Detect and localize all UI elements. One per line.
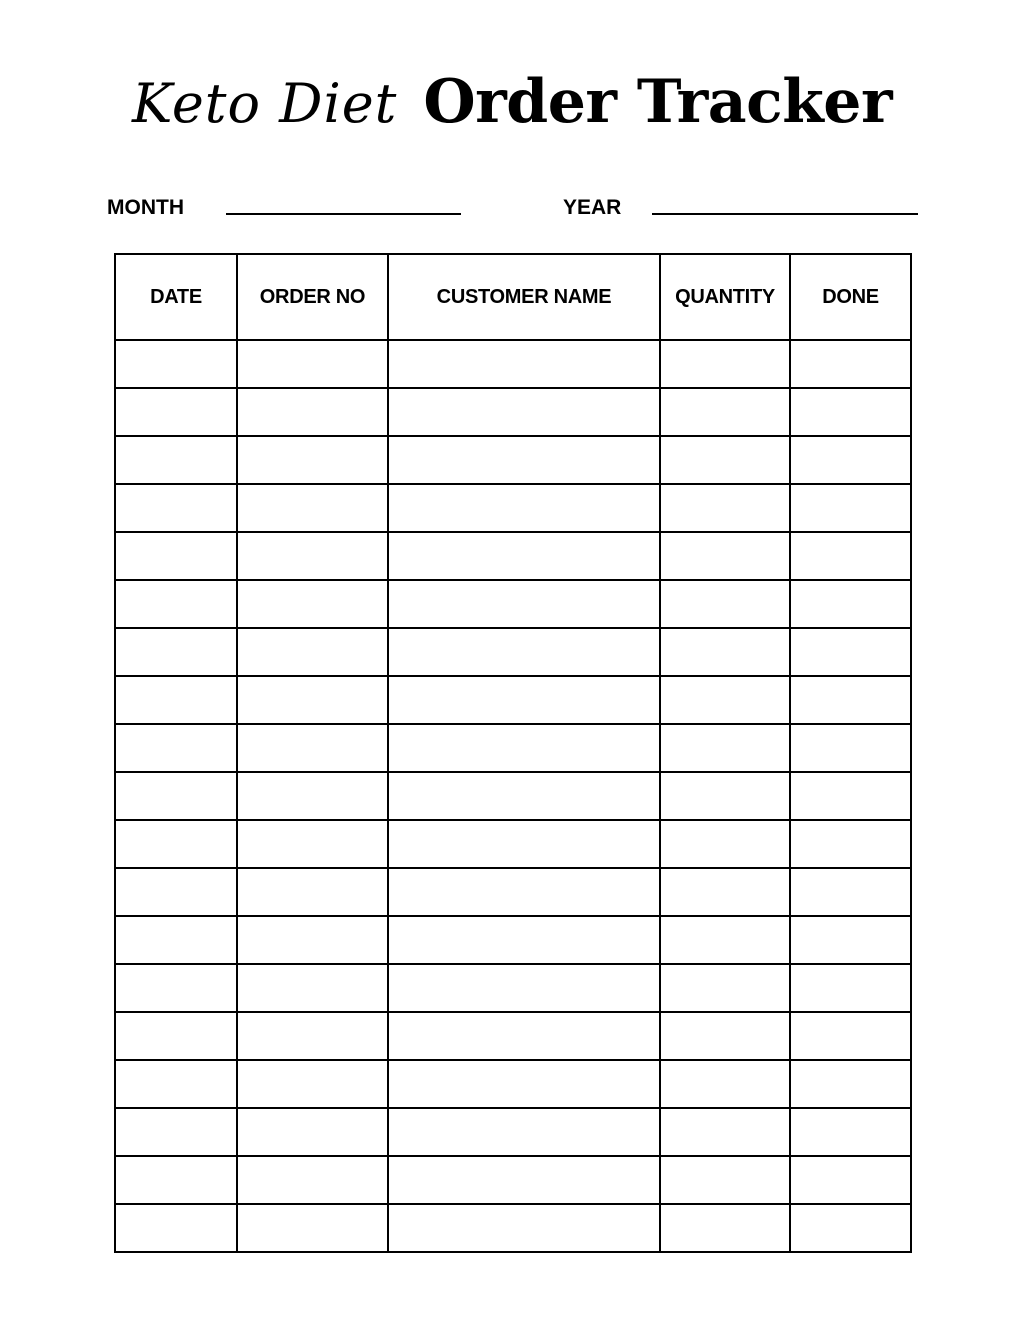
month-label: MONTH [107, 196, 184, 219]
table-row [115, 340, 911, 388]
cell-quantity[interactable] [660, 388, 790, 436]
cell-quantity[interactable] [660, 1108, 790, 1156]
cell-date[interactable] [115, 340, 237, 388]
cell-done[interactable] [790, 532, 911, 580]
cell-date[interactable] [115, 532, 237, 580]
cell-date[interactable] [115, 388, 237, 436]
cell-order-no[interactable] [237, 1108, 388, 1156]
cell-order-no[interactable] [237, 1012, 388, 1060]
cell-order-no[interactable] [237, 1204, 388, 1252]
cell-customer-name[interactable] [388, 676, 660, 724]
cell-customer-name[interactable] [388, 340, 660, 388]
cell-date[interactable] [115, 868, 237, 916]
column-header-order-no: ORDER NO [237, 254, 388, 340]
cell-quantity[interactable] [660, 916, 790, 964]
cell-order-no[interactable] [237, 820, 388, 868]
cell-customer-name[interactable] [388, 1012, 660, 1060]
cell-date[interactable] [115, 1108, 237, 1156]
cell-customer-name[interactable] [388, 580, 660, 628]
cell-quantity[interactable] [660, 772, 790, 820]
cell-order-no[interactable] [237, 1060, 388, 1108]
cell-date[interactable] [115, 628, 237, 676]
table-row [115, 820, 911, 868]
cell-quantity[interactable] [660, 532, 790, 580]
cell-date[interactable] [115, 484, 237, 532]
cell-date[interactable] [115, 772, 237, 820]
cell-customer-name[interactable] [388, 1060, 660, 1108]
cell-order-no[interactable] [237, 340, 388, 388]
cell-quantity[interactable] [660, 484, 790, 532]
cell-done[interactable] [790, 964, 911, 1012]
cell-quantity[interactable] [660, 820, 790, 868]
cell-date[interactable] [115, 436, 237, 484]
table-row [115, 676, 911, 724]
table-row [115, 964, 911, 1012]
year-label: YEAR [563, 196, 622, 219]
cell-order-no[interactable] [237, 580, 388, 628]
cell-quantity[interactable] [660, 724, 790, 772]
cell-order-no[interactable] [237, 868, 388, 916]
cell-quantity[interactable] [660, 1012, 790, 1060]
cell-date[interactable] [115, 820, 237, 868]
cell-customer-name[interactable] [388, 388, 660, 436]
cell-done[interactable] [790, 484, 911, 532]
cell-customer-name[interactable] [388, 820, 660, 868]
table-row [115, 1060, 911, 1108]
cell-done[interactable] [790, 1060, 911, 1108]
cell-order-no[interactable] [237, 1156, 388, 1204]
cell-done[interactable] [790, 916, 911, 964]
table-row [115, 436, 911, 484]
table-row [115, 916, 911, 964]
cell-quantity[interactable] [660, 340, 790, 388]
table-row [115, 1108, 911, 1156]
cell-date[interactable] [115, 676, 237, 724]
cell-done[interactable] [790, 772, 911, 820]
cell-done[interactable] [790, 388, 911, 436]
title-script: Keto Diet [131, 72, 398, 135]
cell-done[interactable] [790, 580, 911, 628]
cell-quantity[interactable] [660, 580, 790, 628]
cell-customer-name[interactable] [388, 532, 660, 580]
cell-customer-name[interactable] [388, 964, 660, 1012]
cell-order-no[interactable] [237, 676, 388, 724]
cell-date[interactable] [115, 1204, 237, 1252]
cell-order-no[interactable] [237, 628, 388, 676]
table-row [115, 1012, 911, 1060]
table-row [115, 388, 911, 436]
cell-quantity[interactable] [660, 1156, 790, 1204]
table-row [115, 580, 911, 628]
cell-date[interactable] [115, 964, 237, 1012]
cell-done[interactable] [790, 1204, 911, 1252]
column-header-done: DONE [790, 254, 911, 340]
cell-done[interactable] [790, 628, 911, 676]
cell-quantity[interactable] [660, 676, 790, 724]
cell-order-no[interactable] [237, 532, 388, 580]
cell-done[interactable] [790, 1156, 911, 1204]
cell-done[interactable] [790, 724, 911, 772]
cell-quantity[interactable] [660, 1204, 790, 1252]
cell-done[interactable] [790, 436, 911, 484]
cell-quantity[interactable] [660, 1060, 790, 1108]
cell-quantity[interactable] [660, 964, 790, 1012]
cell-quantity[interactable] [660, 436, 790, 484]
cell-date[interactable] [115, 1156, 237, 1204]
cell-date[interactable] [115, 916, 237, 964]
table-row [115, 484, 911, 532]
table-body [115, 340, 911, 1252]
cell-customer-name[interactable] [388, 1108, 660, 1156]
cell-order-no[interactable] [237, 484, 388, 532]
cell-customer-name[interactable] [388, 868, 660, 916]
table-header-row [115, 254, 911, 340]
cell-order-no[interactable] [237, 964, 388, 1012]
cell-done[interactable] [790, 676, 911, 724]
month-field[interactable] [226, 213, 461, 215]
cell-date[interactable] [115, 580, 237, 628]
cell-customer-name[interactable] [388, 1204, 660, 1252]
cell-customer-name[interactable] [388, 772, 660, 820]
cell-done[interactable] [790, 1108, 911, 1156]
cell-customer-name[interactable] [388, 436, 660, 484]
title-main: Order Tracker [423, 67, 893, 137]
cell-date[interactable] [115, 1060, 237, 1108]
cell-customer-name[interactable] [388, 1156, 660, 1204]
page-title [0, 67, 1024, 137]
table-row [115, 1156, 911, 1204]
order-table [114, 253, 912, 1253]
table-row [115, 1204, 911, 1252]
table-row [115, 532, 911, 580]
table-row [115, 772, 911, 820]
cell-customer-name[interactable] [388, 916, 660, 964]
column-header-date: DATE [115, 254, 237, 340]
cell-customer-name[interactable] [388, 724, 660, 772]
cell-order-no[interactable] [237, 724, 388, 772]
cell-done[interactable] [790, 1012, 911, 1060]
cell-done[interactable] [790, 868, 911, 916]
column-header-customer-name: CUSTOMER NAME [388, 254, 660, 340]
cell-done[interactable] [790, 340, 911, 388]
cell-done[interactable] [790, 820, 911, 868]
cell-date[interactable] [115, 724, 237, 772]
cell-order-no[interactable] [237, 388, 388, 436]
cell-date[interactable] [115, 1012, 237, 1060]
cell-customer-name[interactable] [388, 628, 660, 676]
cell-order-no[interactable] [237, 916, 388, 964]
column-header-quantity: QUANTITY [660, 254, 790, 340]
cell-order-no[interactable] [237, 436, 388, 484]
cell-quantity[interactable] [660, 628, 790, 676]
cell-customer-name[interactable] [388, 484, 660, 532]
table-row [115, 868, 911, 916]
cell-quantity[interactable] [660, 868, 790, 916]
table-row [115, 724, 911, 772]
year-field[interactable] [652, 213, 918, 215]
cell-order-no[interactable] [237, 772, 388, 820]
table-row [115, 628, 911, 676]
